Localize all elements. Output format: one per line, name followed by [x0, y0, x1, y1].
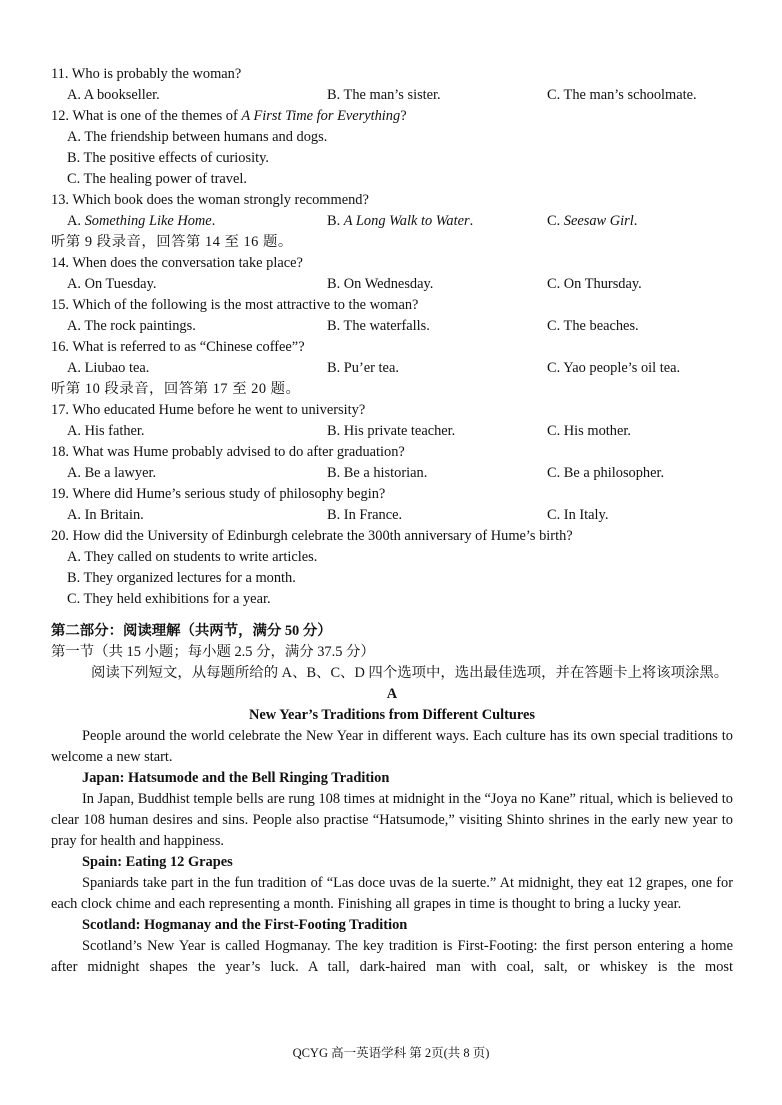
- question-14-stem: 14. When does the conversation take place?: [51, 255, 303, 271]
- option-a: A. The rock paintings.: [67, 318, 196, 334]
- option-a: A. They called on students to write articles.: [67, 549, 318, 565]
- question-18-stem: 18. What was Hume probably advised to do after graduation?: [51, 444, 405, 460]
- question-13-stem: 13. Which book does the woman strongly recommend?: [51, 192, 369, 208]
- part2-title: 第二部分：阅读理解（共两节，满分 50 分）: [51, 623, 332, 639]
- option-a: A. His father.: [67, 423, 145, 439]
- reading-directions: 阅读下列短文，从每题所给的 A、B、C、D 四个选项中，选出最佳选项，并在答题卡上将该项涂黑。: [91, 665, 729, 681]
- option-b: B. The waterfalls.: [327, 318, 430, 334]
- option-c: C. In Italy.: [547, 507, 609, 523]
- spain-paragraph: Spaniards take part in the fun tradition of “Las doce uvas de la suerte.” At midnight, they eat 12 grapes, one for each clock chime and each representing a month. Finishing all grapes in time is thought to bring a lucky year.: [51, 875, 733, 912]
- passage-title: New Year’s Traditions from Different Cultures: [248, 707, 536, 723]
- segment-9-instruction: 听第 9 段录音，回答第 14 至 16 题。: [51, 234, 293, 250]
- option-a: A. In Britain.: [67, 507, 144, 523]
- option-a: A. Something Like Home.: [67, 213, 216, 229]
- option-b: B. Pu’er tea.: [327, 360, 399, 376]
- option-b: B. Be a historian.: [327, 465, 428, 481]
- question-12-stem: 12. What is one of the themes of A First Time for Everything?: [51, 108, 407, 124]
- question-19-stem: 19. Where did Hume’s serious study of philosophy begin?: [51, 486, 386, 502]
- option-c: C. On Thursday.: [547, 276, 642, 292]
- book-title: A First Time for Everything: [241, 108, 401, 124]
- segment-10-instruction: 听第 10 段录音，回答第 17 至 20 题。: [51, 381, 301, 397]
- question-16-stem: 16. What is referred to as “Chinese coffee”?: [51, 339, 305, 355]
- question-17-options: [51, 421, 733, 442]
- question-16-options: [51, 358, 733, 379]
- scotland-paragraph: Scotland’s New Year is called Hogmanay. The key tradition is First-Footing: the first person entering a home after midnight shapes the year’s luck. A tall, dark-haired man with coal, salt, or whiskey is the most: [51, 938, 733, 975]
- option-c: C. Be a philosopher.: [547, 465, 665, 481]
- question-18-options: [51, 463, 733, 484]
- option-c: C. The healing power of travel.: [67, 171, 247, 187]
- option-a: A. Liubao tea.: [67, 360, 150, 376]
- japan-heading: Japan: Hatsumode and the Bell Ringing Tradition: [82, 770, 390, 786]
- option-a: A. A bookseller.: [67, 87, 160, 103]
- question-17-stem: 17. Who educated Hume before he went to university?: [51, 402, 366, 418]
- option-c: C. His mother.: [547, 423, 631, 439]
- question-11-stem: 11. Who is probably the woman?: [51, 66, 242, 82]
- spain-heading: Spain: Eating 12 Grapes: [82, 854, 233, 870]
- question-14-options: [51, 274, 733, 295]
- option-b: B. In France.: [327, 507, 403, 523]
- option-b: B. The positive effects of curiosity.: [67, 150, 269, 166]
- option-c: C. The beaches.: [547, 318, 639, 334]
- option-c: C. They held exhibitions for a year.: [67, 591, 271, 607]
- option-b: B. A Long Walk to Water.: [327, 213, 474, 229]
- page-footer: QCYG 高一英语学科 第 2页(共 8 页): [292, 1046, 490, 1060]
- option-c: C. Seesaw Girl.: [547, 213, 638, 229]
- question-20-stem: 20. How did the University of Edinburgh celebrate the 300th anniversary of Hume’s birth?: [51, 528, 573, 544]
- question-11-options: [51, 85, 733, 106]
- option-b: B. They organized lectures for a month.: [67, 570, 296, 586]
- option-a: A. The friendship between humans and dogs.: [67, 129, 328, 145]
- section1-title: 第一节（共 15 小题；每小题 2.5 分，满分 37.5 分）: [51, 644, 375, 660]
- question-15-options: [51, 316, 733, 337]
- passage-letter: A: [386, 686, 398, 702]
- option-b: B. The man’s sister.: [327, 87, 441, 103]
- question-13-options: [51, 211, 733, 232]
- option-c: C. The man’s schoolmate.: [547, 87, 697, 103]
- question-19-options: [51, 505, 733, 526]
- option-a: A. Be a lawyer.: [67, 465, 157, 481]
- option-a: A. On Tuesday.: [67, 276, 157, 292]
- question-15-stem: 15. Which of the following is the most attractive to the woman?: [51, 297, 419, 313]
- option-c: C. Yao people’s oil tea.: [547, 360, 681, 376]
- option-b: B. On Wednesday.: [327, 276, 434, 292]
- japan-paragraph: In Japan, Buddhist temple bells are rung 108 times at midnight in the “Joya no Kane” ritual, which is believed to clear 108 human desires and sins. People also practise “Hatsumode,” visiting Shinto shrines in the early new year to pray for health and happiness.: [51, 791, 733, 849]
- passage-intro: People around the world celebrate the New Year in different ways. Each culture has its own special traditions to welcome a new start.: [51, 728, 733, 765]
- option-b: B. His private teacher.: [327, 423, 456, 439]
- scotland-heading: Scotland: Hogmanay and the First-Footing Tradition: [82, 917, 408, 933]
- exam-page: [51, 64, 733, 978]
